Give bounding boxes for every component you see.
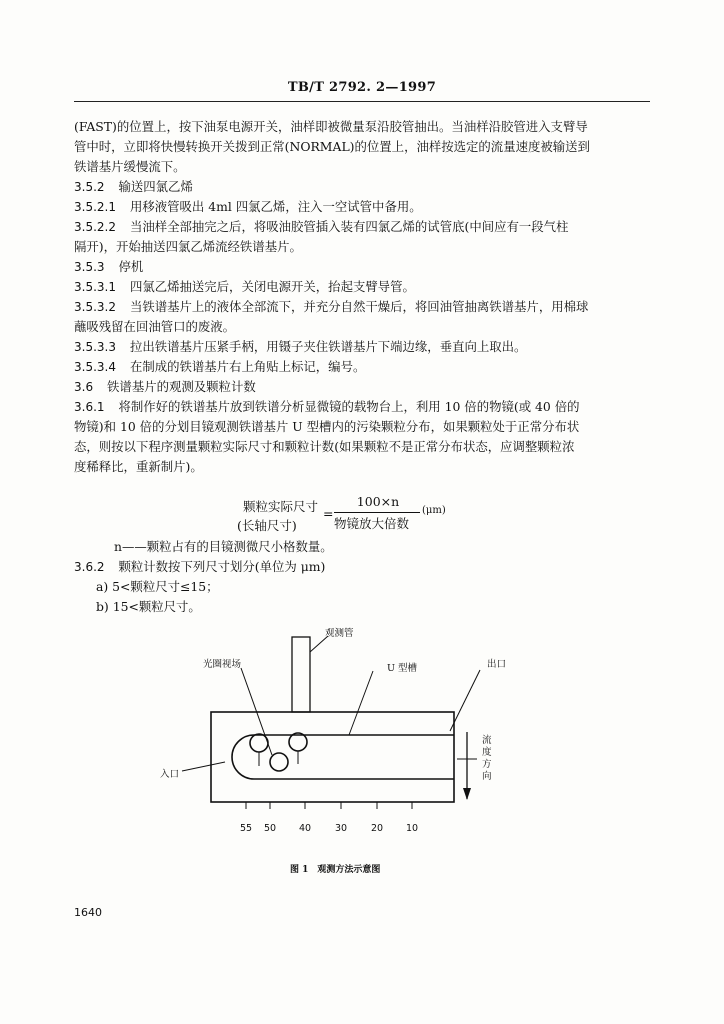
paragraph-line: 隔开)，开始抽送四氯乙烯流经铁谱基片。: [74, 239, 302, 254]
u-channel: [232, 735, 454, 779]
section-number: 3.5.3.4: [74, 360, 116, 374]
scale-label: 55: [240, 823, 253, 834]
channel-leader: [349, 671, 373, 735]
formula-unit: (μm): [422, 505, 446, 516]
formula-lhs-line2: (长轴尺寸): [237, 518, 297, 533]
label-flow-direction: 流度方向: [482, 735, 492, 782]
paragraph-line: 态，则按以下程序测量颗粒实际尺寸和颗粒计数(如果颗粒不是正常分布状态，应调整颗粒浓: [74, 439, 575, 454]
section-number: 3.5.2.2: [74, 220, 116, 234]
section-text: 在制成的铁谱基片右上角贴上标记，编号。: [129, 359, 366, 374]
formula-denominator: 物镜放大倍数: [334, 516, 410, 531]
scale-label: 30: [335, 823, 348, 834]
section-text: 拉出铁谱基片压紧手柄，用镊子夹住铁谱基片下端边缘，垂直向上取出。: [129, 339, 527, 354]
label-observation-tube: 观测管: [325, 628, 354, 639]
flow-arrow-head: [463, 788, 471, 800]
list-item-a: a) 5<颗粒尺寸≤15；: [96, 579, 219, 594]
formula-where: n——颗粒占有的目镜测微尺小格数量。: [114, 539, 333, 554]
paragraph-line: 铁谱基片缓慢流下。: [74, 159, 186, 174]
substrate-outline: [211, 712, 454, 802]
section-text: 将制作好的铁谱基片放到铁谱分析显微镜的载物台上，利用 10 倍的物镜(或 40 倍的: [118, 399, 580, 414]
page-header: TB/T 2792. 2—1997: [287, 80, 437, 95]
inlet-leader: [182, 762, 225, 771]
observation-tube: [292, 637, 310, 712]
aperture-circle: [270, 753, 288, 771]
scale-label: 10: [406, 823, 419, 834]
paragraph-line: 物镜)和 10 倍的分划目镜观测铁谱基片 U 型槽内的污染颗粒分布，如果颗粒处于正常分布状: [74, 419, 580, 434]
paragraph-line: 管中时，立即将快慢转换开关拨到正常(NORMAL)的位置上，油样按选定的流量速度被输送到: [74, 139, 590, 154]
outlet-leader: [450, 670, 480, 731]
label-u-channel: U 型槽: [387, 663, 418, 674]
section-text: 用移液管吸出 4ml 四氯乙烯，注入一空试管中备用。: [129, 199, 422, 214]
formula-numerator: 100×n: [356, 494, 400, 509]
label-inlet: 入口: [160, 769, 180, 780]
section-text: 四氯乙烯抽送完后，关闭电源开关，抬起支臂导管。: [129, 279, 415, 294]
section-number: 3.5.3.2: [74, 300, 116, 314]
formula-lhs-line1: 颗粒实际尺寸: [243, 499, 319, 514]
section-title: 铁谱基片的观测及颗粒计数: [107, 379, 256, 394]
section-number: 3.5.3.3: [74, 340, 116, 354]
paragraph-line: 度稀释比，重新制片)。: [74, 459, 203, 474]
section-text: 当铁谱基片上的液体全部流下，并充分自然干燥后，将回油管抽离铁谱基片，用棉球: [129, 299, 589, 314]
section-number: 3.6.2: [74, 560, 105, 574]
section-text: 颗粒计数按下列尺寸划分(单位为 μm): [118, 559, 326, 574]
page-number: 1640: [74, 906, 102, 919]
formula-equals: =: [323, 506, 334, 521]
figure-caption: 图 1 观测方法示意图: [290, 865, 381, 875]
label-aperture-field: 光圈视场: [203, 659, 242, 670]
section-title: 停机: [118, 259, 144, 274]
section-number: 3.5.3: [74, 260, 105, 274]
paragraph-line: (FAST)的位置上，按下油泵电源开关，油样即被微量泵沿胶管抽出。当油样沿胶管进入支臂导: [74, 119, 588, 134]
scale-label: 40: [299, 823, 312, 834]
scale-label: 50: [264, 823, 277, 834]
label-outlet: 出口: [487, 659, 507, 670]
section-text: 当油样全部抽完之后，将吸油胶管插入装有四氯乙烯的试管底(中间应有一段气柱: [129, 219, 569, 234]
section-title: 输送四氯乙烯: [118, 179, 193, 194]
list-item-b: b) 15<颗粒尺寸。: [96, 599, 201, 614]
scale-label: 20: [371, 823, 384, 834]
section-number: 3.5.3.1: [74, 280, 116, 294]
paragraph-line: 蘸吸残留在回油管口的废液。: [74, 319, 236, 334]
section-number: 3.5.2.1: [74, 200, 116, 214]
section-number: 3.6: [74, 380, 94, 394]
section-number: 3.5.2: [74, 180, 105, 194]
section-number: 3.6.1: [74, 400, 105, 414]
